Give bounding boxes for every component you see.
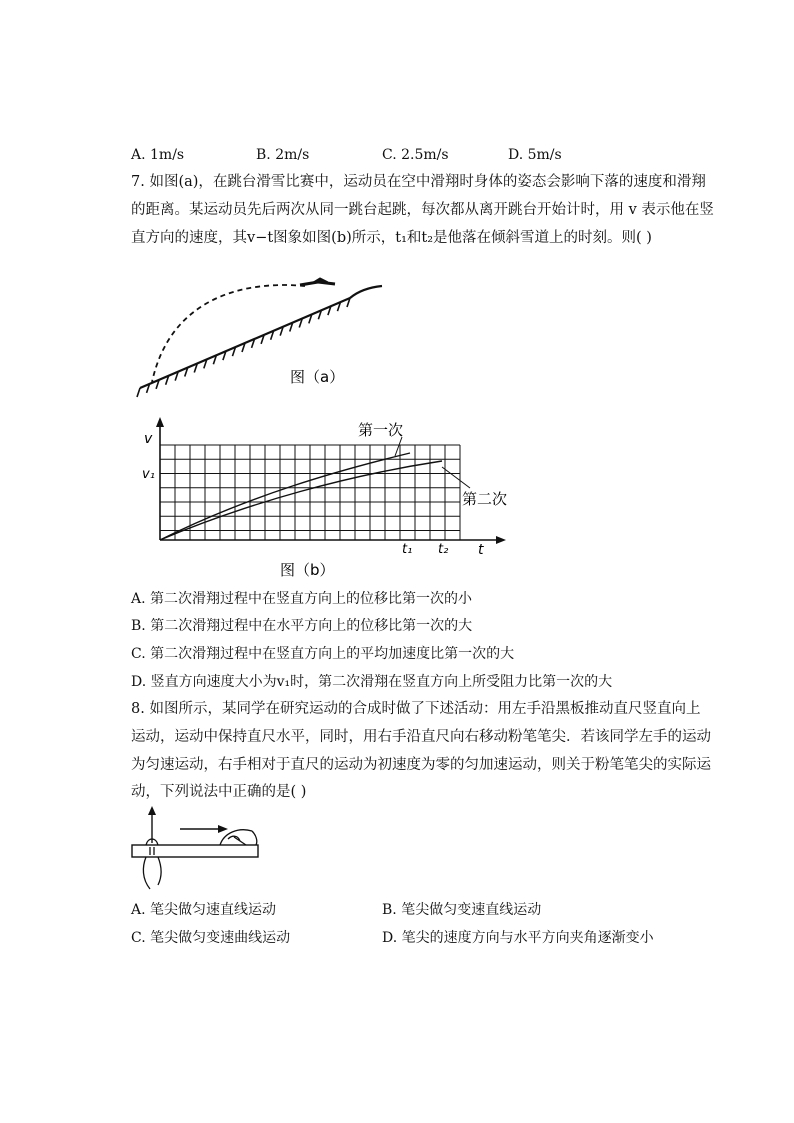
q6-option-c: C. 2.5m/s <box>382 147 449 163</box>
q7-stem-line-3: 直方向的速度，其v−t图象如图(b)所示，t₁和t₂是他落在倾斜雪道上的时刻。则( ) <box>131 230 652 246</box>
fig-a-caption: 图（a） <box>290 368 345 386</box>
first-label: 第一次 <box>358 421 404 439</box>
v-axis-label: v <box>144 431 153 447</box>
fig-b-caption: 图（b） <box>280 561 335 579</box>
q8-stem-line-3: 为匀速运动，右手相对于直尺的运动为初速度为零的匀加速运动，则关于粉笔笔尖的实际运 <box>131 757 711 773</box>
q8-stem-line-4: 动，下列说法中正确的是( ) <box>131 784 307 800</box>
v1-label: v₁ <box>142 467 155 482</box>
q8-stem-line-1: 8. 如图所示，某同学在研究运动的合成时做了下述活动：用左手沿黑板推动直尺竖直向上 <box>131 701 701 717</box>
t2-label: t₂ <box>438 542 449 557</box>
q7-stem-line-2: 的距离。某运动员先后两次从同一跳台起跳，每次都从离开跳台开始计时，用 v 表示他在竖 <box>131 202 714 218</box>
q7-option-b: B. 第二次滑翔过程中在水平方向上的位移比第一次的大 <box>131 618 473 634</box>
q7-option-a: A. 第二次滑翔过程中在竖直方向上的位移比第一次的小 <box>131 591 473 607</box>
q8-option-c: C. 笔尖做匀变速曲线运动 <box>131 930 291 946</box>
slope-hatch <box>137 388 140 397</box>
figure-a-ski-slope <box>130 270 400 405</box>
q6-option-a: A. 1m/s <box>131 147 185 163</box>
q7-option-c: C. 第二次滑翔过程中在竖直方向上的平均加速度比第一次的大 <box>131 646 515 662</box>
figure-ruler-hands <box>128 805 263 893</box>
q6-option-d: D. 5m/s <box>508 147 562 163</box>
q8-option-d: D. 笔尖的速度方向与水平方向夹角逐渐变小 <box>382 930 654 946</box>
q8-option-a: A. 笔尖做匀速直线运动 <box>131 902 277 918</box>
q8-option-b: B. 笔尖做匀变速直线运动 <box>382 902 542 918</box>
q6-option-b: B. 2m/s <box>256 147 310 163</box>
q8-stem-line-2: 运动，运动中保持直尺水平，同时，用右手沿直尺向右移动粉笔笔尖．若该同学左手的运动 <box>131 729 711 745</box>
figure-b-vt-graph <box>140 415 540 583</box>
t-axis-label: t <box>478 542 484 558</box>
q7-option-d: D. 竖直方向速度大小为v₁时，第二次滑翔在竖直方向上所受阻力比第一次的大 <box>131 674 613 690</box>
second-label: 第二次 <box>462 490 508 508</box>
q7-stem-line-1: 7. 如图(a)，在跳台滑雪比赛中，运动员在空中滑翔时身体的姿态会影响下落的速度和滑翔 <box>131 174 706 190</box>
t1-label: t₁ <box>402 542 413 557</box>
